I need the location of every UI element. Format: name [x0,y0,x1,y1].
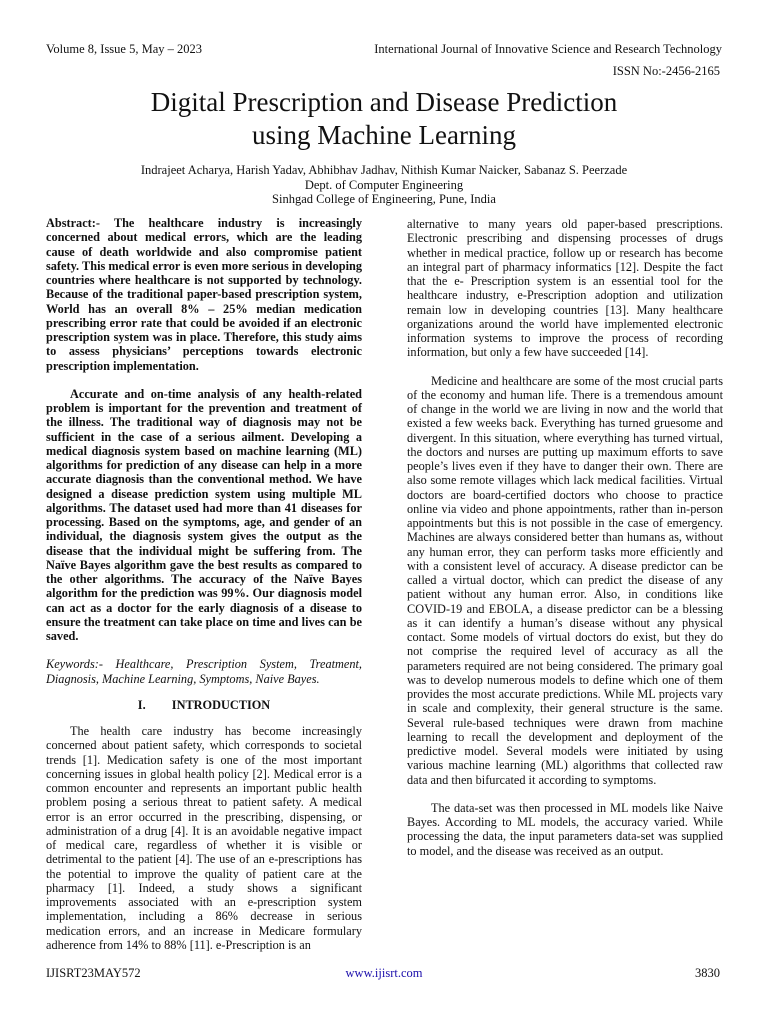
author-names: Indrajeet Acharya, Harish Yadav, Abhibhav Jadhav, Nithish Kumar Naicker, Sabanaz S. Peerzade [140,163,628,177]
title-line-1: Digital Prescription and Disease Prediction [150,87,618,117]
journal-url-link[interactable]: www.ijisrt.com [345,966,423,980]
title-line-2: using Machine Learning [252,120,516,150]
paper-id: IJISRT23MAY572 [46,966,141,980]
author-block [0,163,768,207]
right-paragraph-3: The data-set was then processed in ML models like Naive Bayes. According to ML models, the accuracy varied. While processing the data, the input parameters data-set was supplied to model, and the disease was received as an output. [407,800,723,858]
issn: ISSN No:-2456-2165 [612,64,720,78]
keywords: Keywords:- Healthcare, Prescription System, Treatment, Diagnosis, Machine Learning, Symptoms, Naive Bayes. [46,657,362,686]
left-column [46,216,362,952]
college: Sinhgad College of Engineering, Pune, India [272,192,496,206]
footer-center [0,966,768,981]
right-paragraph-1: alternative to many years old paper-based prescriptions. Electronic prescribing and dispensing processes of drugs whether in medical practice, follow up or research has become an integral part of pharmacy informatics [12]. Despite the fact that the e- Prescription system is an essential tool for the healthcare industry, e-Prescription adoption and utilization remain low in developing countries [13]. Many healthcare organizations around the world have implemented electronic information systems to improve the process of recording information, but only a few have succeeded [14]. [407,217,723,360]
intro-paragraph: The health care industry has become increasingly concerned about patient safety, which corresponds to societal trends [1]. Medication safety is one of the most important concerning issues in global health policy [2]. Medical error is a common encounter and represents an important public health problem posing a serious threat to patient safety. A medical error is an error occurred in the prescribing, dispensing, or administration of a drug [4]. It is an avoidable negative impact of medical care, regardless of whether it is visible or detrimental to the patient [4]. The use of an e-prescriptions has the potential to improve the quality of patient care at the pharmacy [1]. Indeed, a study shows a significant improvements associated with an e-prescription system implementation, including a 86% decrease in serious medication errors, and an increase in Medicare formulary adherence from 14% to 88% [11]. e-Prescription is an [46,724,362,952]
volume-info: Volume 8, Issue 5, May – 2023 [46,42,203,56]
right-paragraph-2: Medicine and healthcare are some of the most crucial parts of the economy and human life. There is a tremendous amount of change in the world we are living in now and the world that existed a few weeks back. Everything has turned gruesome and divergent. In this situation, where everything has turned virtual, the doctors and nurses are putting up maximum efforts to save people’s lives even if they have to danger their own. There are also some remote villages which lack medical facilities. Virtual doctors are board-certified doctors who choose to practice online via video and phone appointments, rather than in-person appointments but this is not possible in the case of emergency. Machines are always considered better than humans as, without any human error, they can perform tasks more efficiently and with a consistent level of accuracy. A disease predictor can be called a virtual doctor, which can predict the disease of any patient without any human error. Also, in conditions like COVID-19 and EBOLA, a disease predictor can be a blessing as it can identify a human’s disease without any physical contact. Some models of virtual doctors do exist, but they do not comprise the required level of accuracy as all the parameters required are not being considered. The primary goal was to develop numerous models to define which one of them provides the most accurate predictions. While ML projects vary in scale and complexity, their general structure is the same. Several rule-based techniques were drawn from machine learning to recall the development and deployment of the predictive model. Several models were initiated by using various machine learning (ML) algorithms that collected raw data and then bifurcated it according to symptoms. [407,373,723,787]
section-heading [46,698,362,712]
abstract-paragraph-2: Accurate and on-time analysis of any health-related problem is important for the prevention and treatment of the illness. The traditional way of diagnosis may not be sufficient in the case of a serious ailment. Developing a medical diagnosis system based on machine learning (ML) algorithms for prediction of any disease can help in a more accurate diagnosis than the conventional method. We have designed a disease prediction system using multiple ML algorithms. The dataset used had more than 41 diseases for processing. Based on the symptoms, age, and gender of an individual, the diagnosis system gives the output as the disease that the individual might be suffering from. The Naïve Bayes algorithm gave the best results as compared to the other algorithms. The accuracy of the Naïve Bayes algorithm for the prediction was 99%. Our diagnosis model can act as a doctor for the early diagnosis of a disease to ensure the treatment can take place on time and lives can be saved. [46,386,362,643]
section-title: INTRODUCTION [171,697,271,712]
right-column [407,217,723,858]
section-number: I. [137,697,146,712]
abstract-paragraph: Abstract:- The healthcare industry is increasingly concerned about medical errors, which are the leading cause of death worldwide and also compromise patient safety. This medical error is even more serious in developing countries where healthcare is not supported by technology. Because of the traditional paper-based prescription system, World has an overall 8% – 25% median medication prescribing error rate that could be avoided if an electronic prescription system was in place. Therefore, this study aims to assess physicians’ perceptions towards electronic prescription implementation. [46,216,362,373]
page-number: 3830 [695,966,720,980]
journal-name: International Journal of Innovative Science and Research Technology [374,42,722,56]
department: Dept. of Computer Engineering [304,177,464,192]
paper-title [0,86,768,152]
